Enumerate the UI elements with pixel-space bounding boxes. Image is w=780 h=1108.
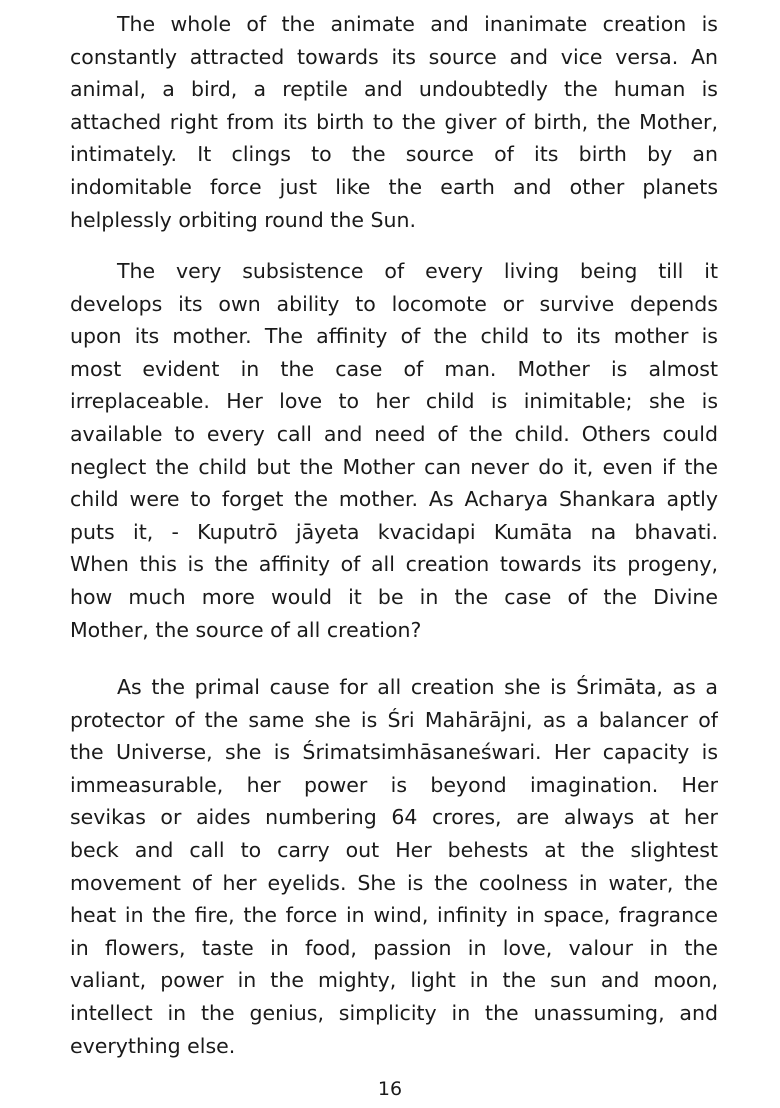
text-line: irreplaceable. Her love to her child is inimitable; she is <box>70 389 718 414</box>
text-line: animal, a bird, a reptile and undoubtedly the human is <box>70 77 718 102</box>
page-number: 16 <box>377 1078 403 1100</box>
text-line: valiant, power in the mighty, light in the sun and moon, <box>70 968 718 993</box>
text-line: When this is the affinity of all creation towards its progeny, <box>70 552 718 577</box>
text-line: intimately. It clings to the source of its birth by an <box>70 142 718 167</box>
text-line: puts it, - Kuputrō jāyeta kvacidapi Kumāta na bhavati. <box>70 519 718 544</box>
paragraph-1 <box>70 8 718 236</box>
text-line: in flowers, taste in food, passion in love, valour in the <box>70 935 718 960</box>
text-line: immeasurable, her power is beyond imagination. Her <box>70 772 718 797</box>
text-line: helplessly orbiting round the Sun. <box>70 207 416 232</box>
text-line: child were to forget the mother. As Acharya Shankara aptly <box>70 487 718 512</box>
text-line: constantly attracted towards its source and vice versa. An <box>70 44 718 69</box>
text-line: everything else. <box>70 1033 236 1058</box>
text-line: how much more would it be in the case of the Divine <box>70 584 718 609</box>
text-line: sevikas or aides numbering 64 crores, are always at her <box>70 805 718 830</box>
text-line: neglect the child but the Mother can never do it, even if the <box>70 454 718 479</box>
text-line: indomitable force just like the earth and other planets <box>70 174 718 199</box>
text-line: heat in the fire, the force in wind, infinity in space, fragrance <box>70 903 718 928</box>
text-line: movement of her eyelids. She is the coolness in water, the <box>70 870 718 895</box>
text-line: attached right from its birth to the giver of birth, the Mother, <box>70 109 718 134</box>
paragraph-2 <box>70 255 718 646</box>
text-line: The whole of the animate and inanimate creation is <box>117 12 718 36</box>
text-line: As the primal cause for all creation she is Śrimāta, as a <box>117 675 718 699</box>
text-line: most evident in the case of man. Mother is almost <box>70 356 718 381</box>
text-line: intellect in the genius, simplicity in the unassuming, and <box>70 1000 718 1025</box>
paragraph-3 <box>70 671 718 1062</box>
text-line: available to every call and need of the child. Others could <box>70 421 718 446</box>
text-line: Mother, the source of all creation? <box>70 617 422 642</box>
text-line: beck and call to carry out Her behests at the slightest <box>70 837 718 862</box>
text-line: The very subsistence of every living being till it <box>117 259 718 283</box>
text-line: protector of the same she is Śri Mahārājni, as a balancer of <box>70 707 718 732</box>
text-line: the Universe, she is Śrimatsimhāsaneśwari. Her capacity is <box>70 740 718 765</box>
text-line: upon its mother. The affinity of the child to its mother is <box>70 324 718 349</box>
text-line: develops its own ability to locomote or survive depends <box>70 291 718 316</box>
